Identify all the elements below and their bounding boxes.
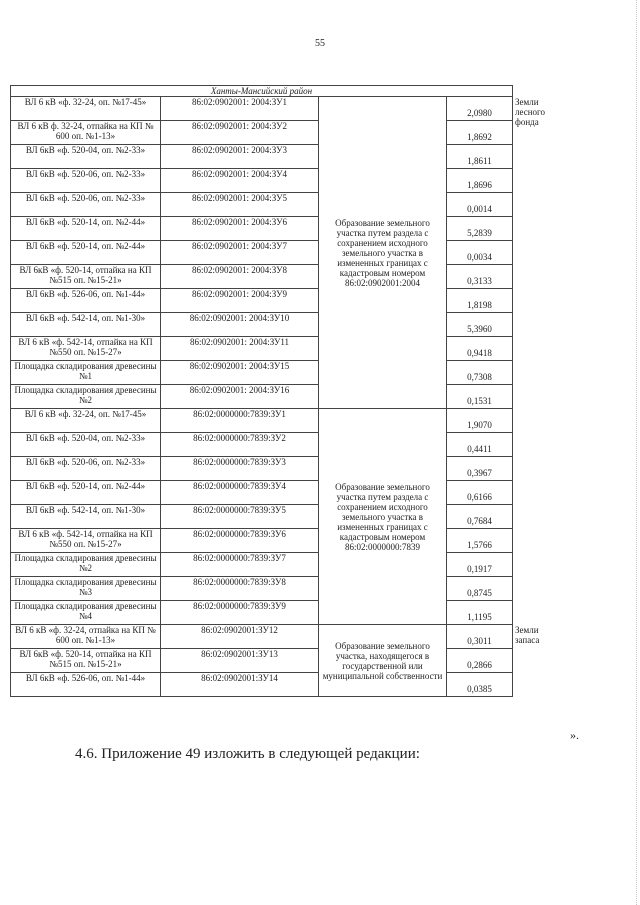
area-cell: 0,6166	[447, 481, 513, 505]
area-cell: 0,3133	[447, 265, 513, 289]
closing-quote: ».	[570, 728, 579, 742]
cadastral-number-cell: 86:02:0000000:7839:ЗУ6	[161, 529, 319, 553]
land-plots-table	[10, 85, 545, 697]
object-name-cell: ВЛ 6 кВ «ф. 542-14, отпайка на КП №550 оп. №15-27»	[11, 337, 161, 361]
cadastral-number-cell: 86:02:0000000:7839:ЗУ7	[161, 553, 319, 577]
area-cell: 0,3011	[447, 625, 513, 649]
object-name-cell: ВЛ 6 кВ «ф. 542-14, отпайка на КП №550 оп. №15-27»	[11, 529, 161, 553]
object-name-cell: ВЛ 6 кВ «ф. 32-24, оп. №17-45»	[11, 97, 161, 121]
object-name-cell: ВЛ 6кВ «ф. 526-06, оп. №1-44»	[11, 289, 161, 313]
cadastral-number-cell: 86:02:0902001: 2004:ЗУ3	[161, 145, 319, 169]
cadastral-number-cell: 86:02:0000000:7839:ЗУ4	[161, 481, 319, 505]
cadastral-number-cell: 86:02:0902001: 2004:ЗУ16	[161, 385, 319, 409]
cadastral-number-cell: 86:02:0000000:7839:ЗУ3	[161, 457, 319, 481]
cadastral-number-cell: 86:02:0000000:7839:ЗУ2	[161, 433, 319, 457]
cadastral-number-cell: 86:02:0902001: 2004:ЗУ5	[161, 193, 319, 217]
object-name-cell: ВЛ 6кВ «ф. 526-06, оп. №1-44»	[11, 673, 161, 697]
area-cell: 0,2866	[447, 649, 513, 673]
area-cell: 2,0980	[447, 97, 513, 121]
object-name-cell: Площадка складирования древесины №3	[11, 577, 161, 601]
cadastral-number-cell: 86:02:0902001: 2004:ЗУ15	[161, 361, 319, 385]
object-name-cell: ВЛ 6кВ «ф. 520-14, отпайка на КП №515 оп. №15-21»	[11, 265, 161, 289]
area-cell: 1,8692	[447, 121, 513, 145]
area-cell: 0,7684	[447, 505, 513, 529]
cadastral-number-cell: 86:02:0000000:7839:ЗУ5	[161, 505, 319, 529]
margin-line	[635, 0, 637, 905]
object-name-cell: ВЛ 6кВ «ф. 542-14, оп. №1-30»	[11, 505, 161, 529]
cadastral-number-cell: 86:02:0902001: 2004:ЗУ4	[161, 169, 319, 193]
area-cell: 0,3967	[447, 457, 513, 481]
object-name-cell: Площадка складирования древесины №2	[11, 553, 161, 577]
area-cell: 0,4411	[447, 433, 513, 457]
object-name-cell: ВЛ 6кВ «ф. 520-04, оп. №2-33»	[11, 145, 161, 169]
cadastral-number-cell: 86:02:0902001: 2004:ЗУ8	[161, 265, 319, 289]
area-cell: 5,3960	[447, 313, 513, 337]
area-cell: 0,9418	[447, 337, 513, 361]
cadastral-number-cell: 86:02:0000000:7839:ЗУ1	[161, 409, 319, 433]
cadastral-number-cell: 86:02:0902001: 2004:ЗУ2	[161, 121, 319, 145]
cadastral-number-cell: 86:02:0902001:ЗУ12	[161, 625, 319, 649]
formation-basis-cell: Образование земельного участка, находящегося в государственной или муниципальной собственности	[319, 625, 447, 697]
object-name-cell: ВЛ 6кВ «ф. 520-04, оп. №2-33»	[11, 433, 161, 457]
area-cell: 1,1195	[447, 601, 513, 625]
area-cell: 0,7308	[447, 361, 513, 385]
object-name-cell: ВЛ 6кВ «ф. 520-06, оп. №2-33»	[11, 457, 161, 481]
cadastral-number-cell: 86:02:0000000:7839:ЗУ9	[161, 601, 319, 625]
cadastral-number-cell: 86:02:0000000:7839:ЗУ8	[161, 577, 319, 601]
area-cell: 0,8745	[447, 577, 513, 601]
area-cell: 1,8198	[447, 289, 513, 313]
area-cell: 0,0034	[447, 241, 513, 265]
object-name-cell: ВЛ 6кВ «ф. 542-14, оп. №1-30»	[11, 313, 161, 337]
cadastral-number-cell: 86:02:0902001: 2004:ЗУ11	[161, 337, 319, 361]
area-cell: 0,1917	[447, 553, 513, 577]
object-name-cell: ВЛ 6кВ «ф. 520-14, оп. №2-44»	[11, 481, 161, 505]
cadastral-number-cell: 86:02:0902001: 2004:ЗУ6	[161, 217, 319, 241]
formation-basis-cell: Образование земельного участка путем раздела с сохранением исходного земельного участка в измененных границах с кадастровым номером 86:02:0902001:2004	[319, 97, 447, 409]
cadastral-number-cell: 86:02:0902001:ЗУ13	[161, 649, 319, 673]
object-name-cell: ВЛ 6кВ «ф. 520-14, оп. №2-44»	[11, 217, 161, 241]
amendment-paragraph: 4.6. Приложение 49 изложить в следующей редакции:	[75, 746, 420, 762]
area-cell: 5,2839	[447, 217, 513, 241]
formation-basis-cell: Образование земельного участка путем раздела с сохранением исходного земельного участка в измененных границах с кадастровым номером 86:02:0000000:7839	[319, 409, 447, 625]
object-name-cell: Площадка складирования древесины №4	[11, 601, 161, 625]
table-row	[11, 409, 513, 433]
object-name-cell: ВЛ 6 кВ ф. 32-24, отпайка на КП № 600 оп. №1-13»	[11, 121, 161, 145]
area-cell: 1,8611	[447, 145, 513, 169]
area-cell: 1,5766	[447, 529, 513, 553]
page-number: 55	[315, 38, 325, 49]
object-name-cell: ВЛ 6кВ «ф. 520-14, отпайка на КП №515 оп. №15-21»	[11, 649, 161, 673]
area-cell: 1,8696	[447, 169, 513, 193]
area-cell: 0,1531	[447, 385, 513, 409]
cadastral-number-cell: 86:02:0902001: 2004:ЗУ10	[161, 313, 319, 337]
table-row: ВЛ 6 кВ «ф. 32-24, оп. №17-45» 86:02:0902001: 2004:ЗУ1 Образование земельного участка путем раздела с сохранением исходного земельного участка в измененных границах с кадастровым номером 86:02:0902001:2004 2,0980 Земли лесного фонда	[11, 97, 513, 121]
object-name-cell: ВЛ 6кВ «ф. 520-06, оп. №2-33»	[11, 169, 161, 193]
area-cell: 0,0014	[447, 193, 513, 217]
object-name-cell: ВЛ 6кВ «ф. 520-14, оп. №2-44»	[11, 241, 161, 265]
object-name-cell: Площадка складирования древесины №2	[11, 385, 161, 409]
area-cell: 0,0385	[447, 673, 513, 697]
cadastral-number-cell: 86:02:0902001: 2004:ЗУ7	[161, 241, 319, 265]
object-name-cell: Площадка складирования древесины №1	[11, 361, 161, 385]
cadastral-number-cell: 86:02:0902001: 2004:ЗУ9	[161, 289, 319, 313]
cadastral-number-cell: 86:02:0902001: 2004:ЗУ1	[161, 97, 319, 121]
object-name-cell: ВЛ 6 кВ «ф. 32-24, отпайка на КП № 600 оп. №1-13»	[11, 625, 161, 649]
cadastral-number-cell: 86:02:0902001:ЗУ14	[161, 673, 319, 697]
object-name-cell: ВЛ 6кВ «ф. 520-06, оп. №2-33»	[11, 193, 161, 217]
object-name-cell: ВЛ 6 кВ «ф. 32-24, оп. №17-45»	[11, 409, 161, 433]
area-cell: 1,9070	[447, 409, 513, 433]
table-row: ВЛ 6 кВ «ф. 32-24, отпайка на КП № 600 оп. №1-13» 86:02:0902001:ЗУ12 Образование земельного участка, находящегося в государственной или муниципальной собственности 0,3011 Земли запаса	[11, 625, 513, 649]
region-header: Ханты-Мансийский район	[11, 86, 513, 97]
